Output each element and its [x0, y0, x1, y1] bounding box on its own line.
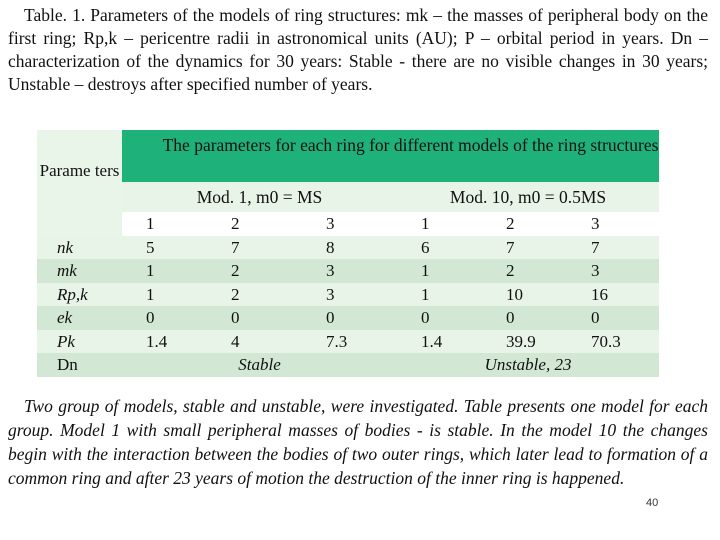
group-header: The parameters for each ring for different models of the ring structures — [162, 135, 659, 155]
model-10-header: Mod. 10, m0 = 0.5MS — [449, 187, 607, 207]
ring-number: 2 — [207, 212, 302, 236]
table-cell: 1.4 — [146, 331, 168, 351]
table-cell: 7 — [591, 237, 600, 257]
table-cell: 6 — [421, 237, 430, 257]
ring-number: 1 — [122, 212, 207, 236]
table-cell: 8 — [326, 237, 335, 257]
dn-model-10: Unstable, 23 — [484, 355, 572, 374]
table-cell: 0 — [231, 308, 240, 327]
table-cell: 0 — [591, 308, 600, 327]
table-cell: 2 — [231, 261, 240, 280]
table-cell: 16 — [591, 284, 608, 304]
params-header-cell — [37, 130, 122, 236]
parameters-table — [37, 130, 659, 384]
param-label: Pk — [57, 331, 75, 351]
table-cell: 2 — [231, 284, 240, 304]
table-cell: 39.9 — [506, 331, 536, 351]
ring-number: 3 — [567, 212, 659, 236]
dn-model-1: Stable — [238, 355, 281, 374]
table-row — [37, 306, 659, 330]
model-1-header-cell — [122, 182, 397, 212]
table-cell: 1 — [146, 261, 155, 280]
page-number: 40 — [646, 497, 659, 509]
ring-number: 3 — [302, 212, 397, 236]
table-cell: 1 — [421, 261, 430, 280]
param-label: Dn — [57, 355, 78, 374]
table-cell: 0 — [421, 308, 430, 327]
table-cell: 10 — [506, 284, 523, 304]
table-cell: 4 — [231, 331, 240, 351]
table-cell: 1 — [146, 284, 155, 304]
table-row — [37, 236, 659, 260]
table-row — [37, 353, 659, 377]
param-label: Rp,k — [57, 284, 88, 304]
table-row — [37, 283, 659, 307]
param-label: nk — [57, 237, 74, 257]
table-cell: 5 — [146, 237, 155, 257]
table-cell: 0 — [506, 308, 515, 327]
model-10-header-cell — [397, 182, 659, 212]
ring-number: 1 — [397, 212, 482, 236]
table-cell: 3 — [591, 261, 600, 280]
table-cell: 3 — [326, 284, 335, 304]
table-cell: 0 — [146, 308, 155, 327]
table-cell: 3 — [326, 261, 335, 280]
caption-text: Table. 1. Parameters of the models of ring structures: mk – the masses of peripheral body on the first ring; Rp,k – pericentre radii in astronomical units (AU); P – orbital period in years. Dn – characterization of the dynamics for 30 years: Stable - there are no visible changes in 30 years; Unstable – destroys after specified number of years. — [8, 5, 708, 94]
group-header-cell — [122, 130, 659, 182]
table-row — [37, 259, 659, 283]
ring-number: 2 — [482, 212, 567, 236]
table-cell: 70.3 — [591, 331, 621, 351]
description-paragraph — [8, 394, 708, 490]
table-cell: 1 — [421, 284, 430, 304]
table-cell: 7 — [231, 237, 240, 257]
model-1-header: Mod. 1, m0 = MS — [196, 187, 323, 207]
param-label: ek — [57, 308, 73, 327]
table-caption — [8, 4, 708, 96]
table-row — [37, 330, 659, 354]
table-cell: 7.3 — [326, 331, 348, 351]
table-cell: 7 — [506, 237, 515, 257]
description-text: Two group of models, stable and unstable, were investigated. Table presents one model for each group. Model 1 with small peripheral masses of bodies - is stable. In the model 10 the changes begin with the interaction between the bodies of two outer rings, which later lead to formation of a common ring and after 23 years of motion the destruction of the inner ring is happened. — [8, 396, 708, 488]
param-label: mk — [57, 261, 77, 280]
params-header: Parame ters — [39, 161, 120, 180]
table-cell: 2 — [506, 261, 515, 280]
table-cell: 0 — [326, 308, 335, 327]
table-cell: 1.4 — [421, 331, 443, 351]
